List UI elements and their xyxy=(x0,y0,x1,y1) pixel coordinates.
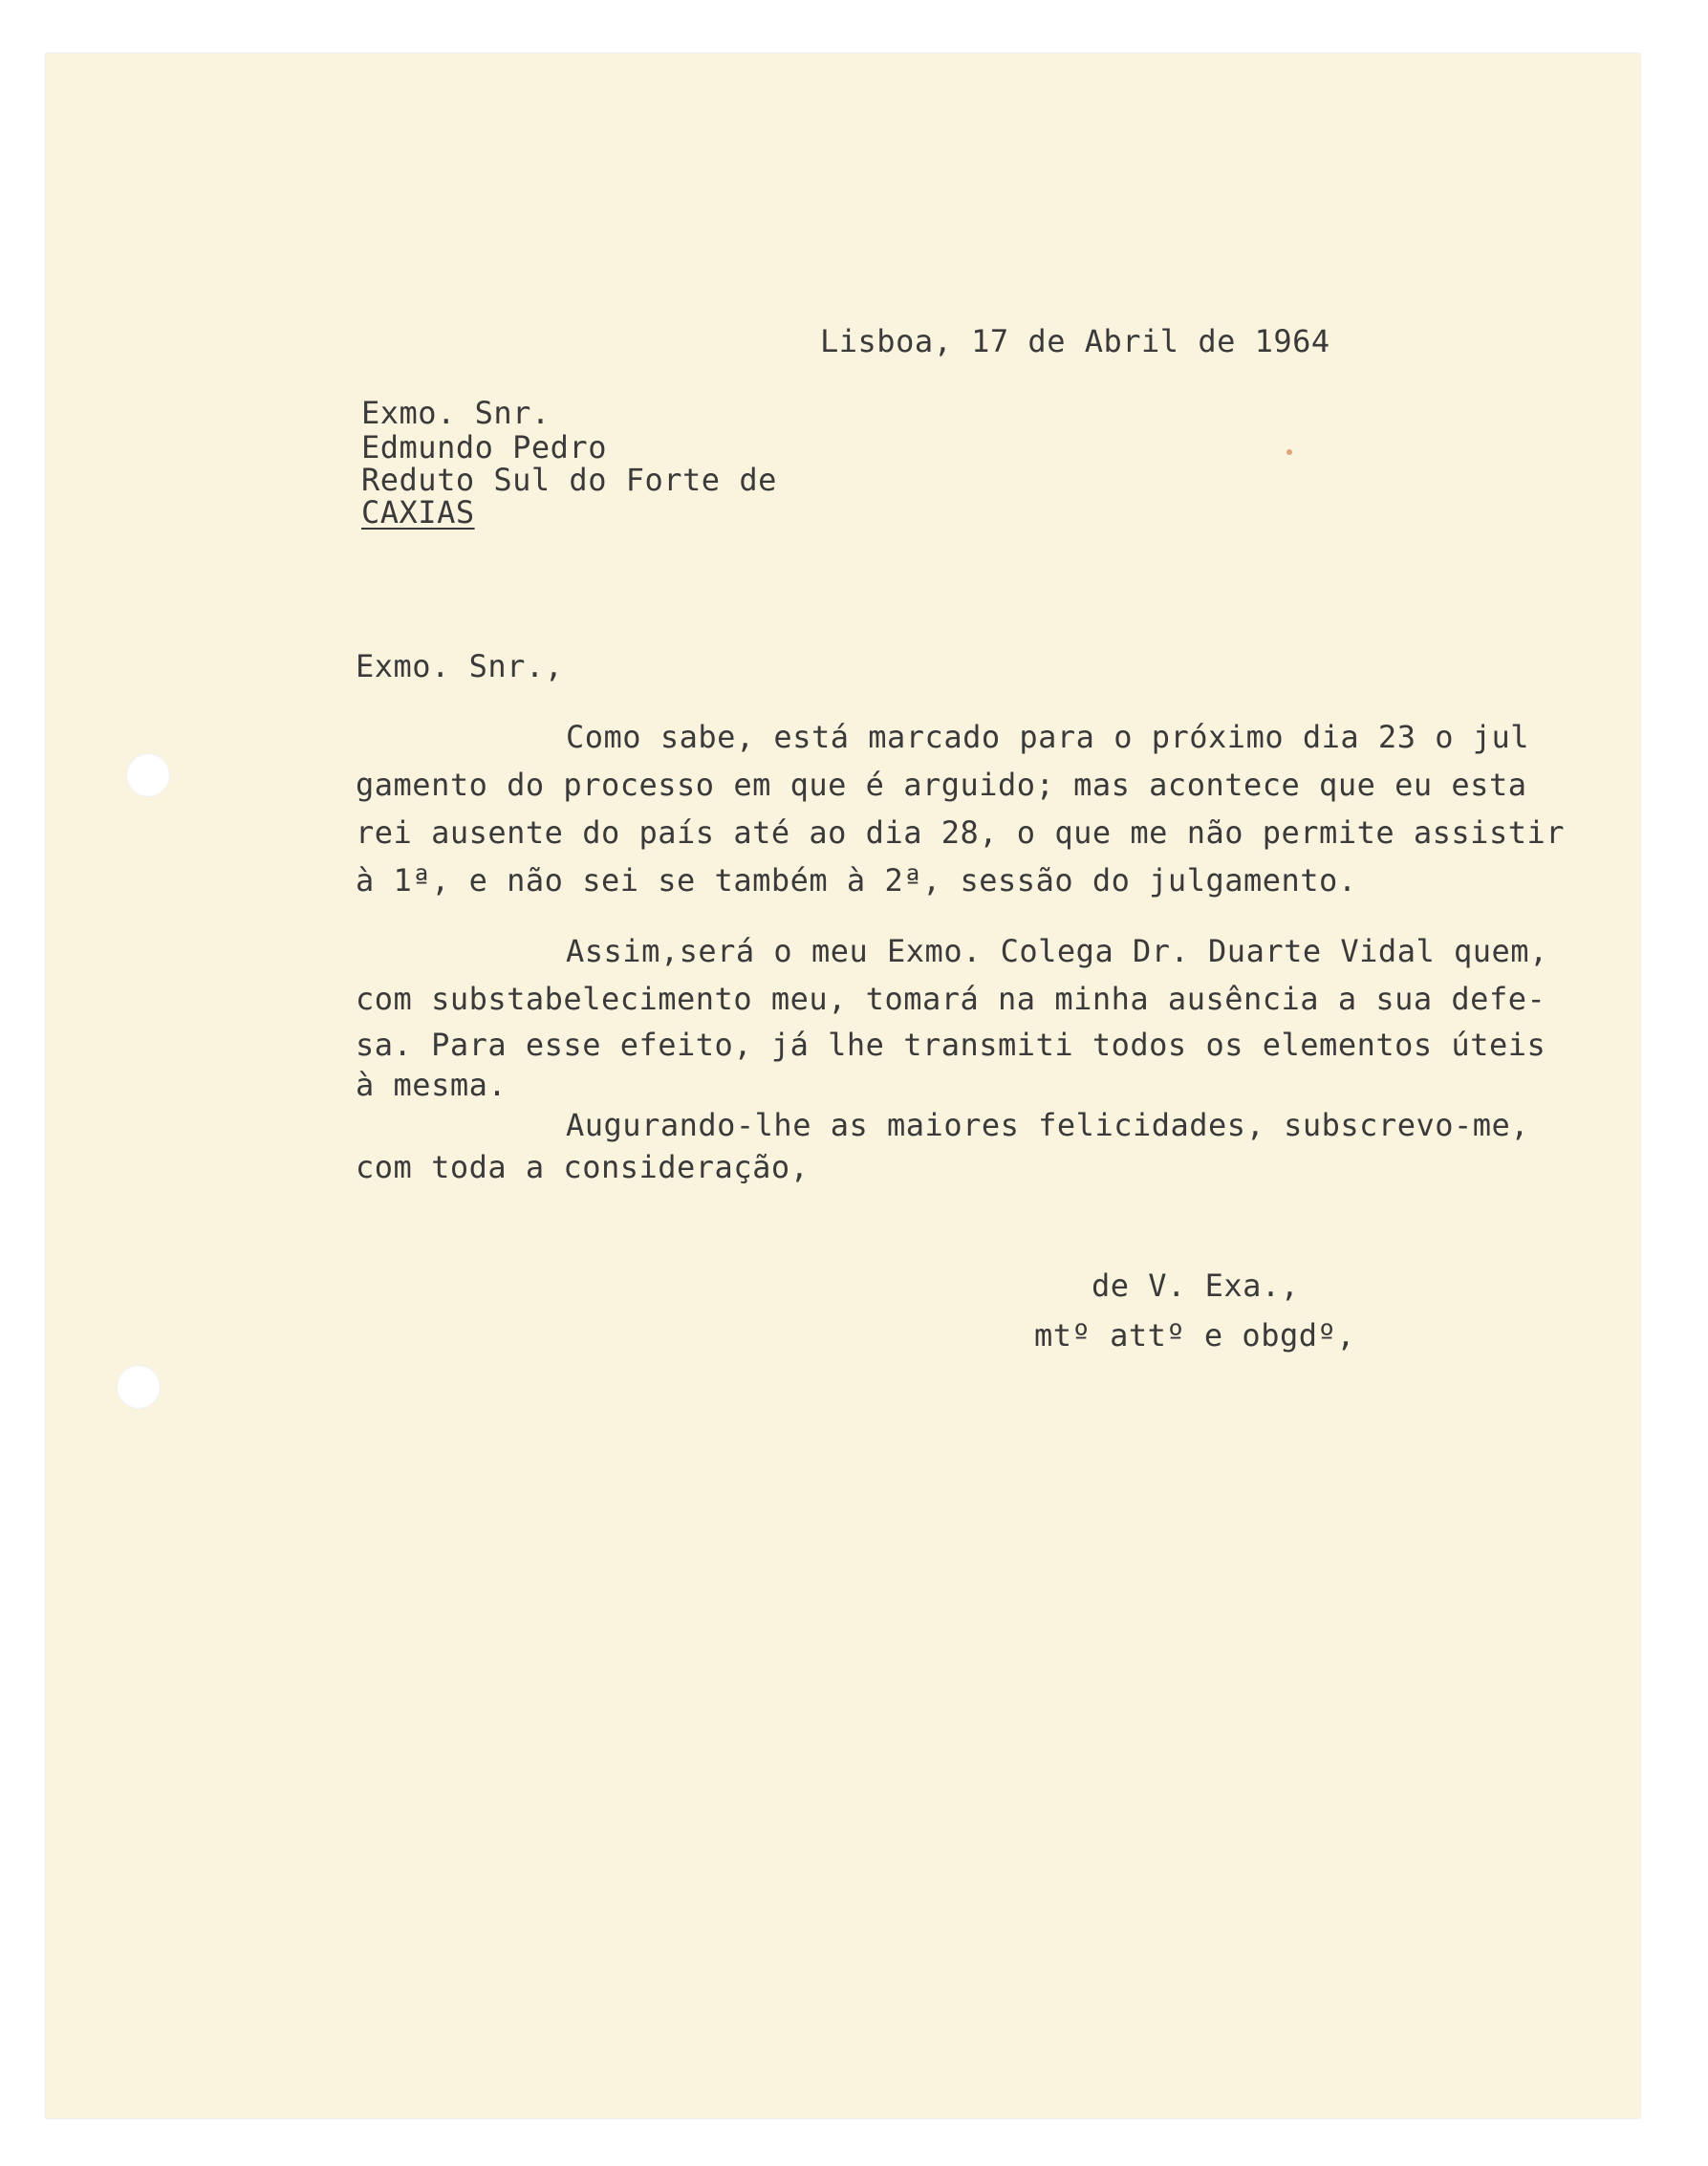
letter-paper xyxy=(46,54,1640,2118)
address-line: Exmo. Snr. xyxy=(361,395,551,431)
salutation: Exmo. Snr., xyxy=(356,648,564,684)
punch-hole xyxy=(126,753,170,797)
closing-line: mtº attº e obgdº, xyxy=(1034,1317,1356,1354)
address-line: Edmundo Pedro xyxy=(361,429,607,466)
address-line: Reduto Sul do Forte de xyxy=(361,462,777,498)
body-line: Como sabe, está marcado para o próximo dia 23 o jul xyxy=(566,719,1530,755)
body-line: sa. Para esse efeito, já lhe transmiti todos os elementos úteis xyxy=(356,1027,1546,1063)
address-city: CAXIAS xyxy=(361,494,475,531)
body-line: à mesma. xyxy=(356,1067,508,1103)
letter-date: Lisboa, 17 de Abril de 1964 xyxy=(820,323,1330,359)
closing-line: de V. Exa., xyxy=(1092,1267,1300,1304)
body-line: com substabelecimento meu, tomará na minha ausência a sua defe- xyxy=(356,981,1546,1017)
body-line: rei ausente do país até ao dia 28, o que me não permite assistir xyxy=(356,814,1565,851)
punch-hole xyxy=(117,1365,161,1409)
body-line: Augurando-lhe as maiores felicidades, subscrevo-me, xyxy=(566,1107,1530,1143)
body-line: à 1ª, e não sei se também à 2ª, sessão do julgamento. xyxy=(356,862,1357,899)
body-line: Assim,será o meu Exmo. Colega Dr. Duarte Vidal quem, xyxy=(566,933,1548,969)
paper-stain xyxy=(1286,449,1292,455)
body-line: com toda a consideração, xyxy=(356,1149,810,1185)
body-line: gamento do processo em que é arguido; mas acontece que eu esta xyxy=(356,767,1527,803)
